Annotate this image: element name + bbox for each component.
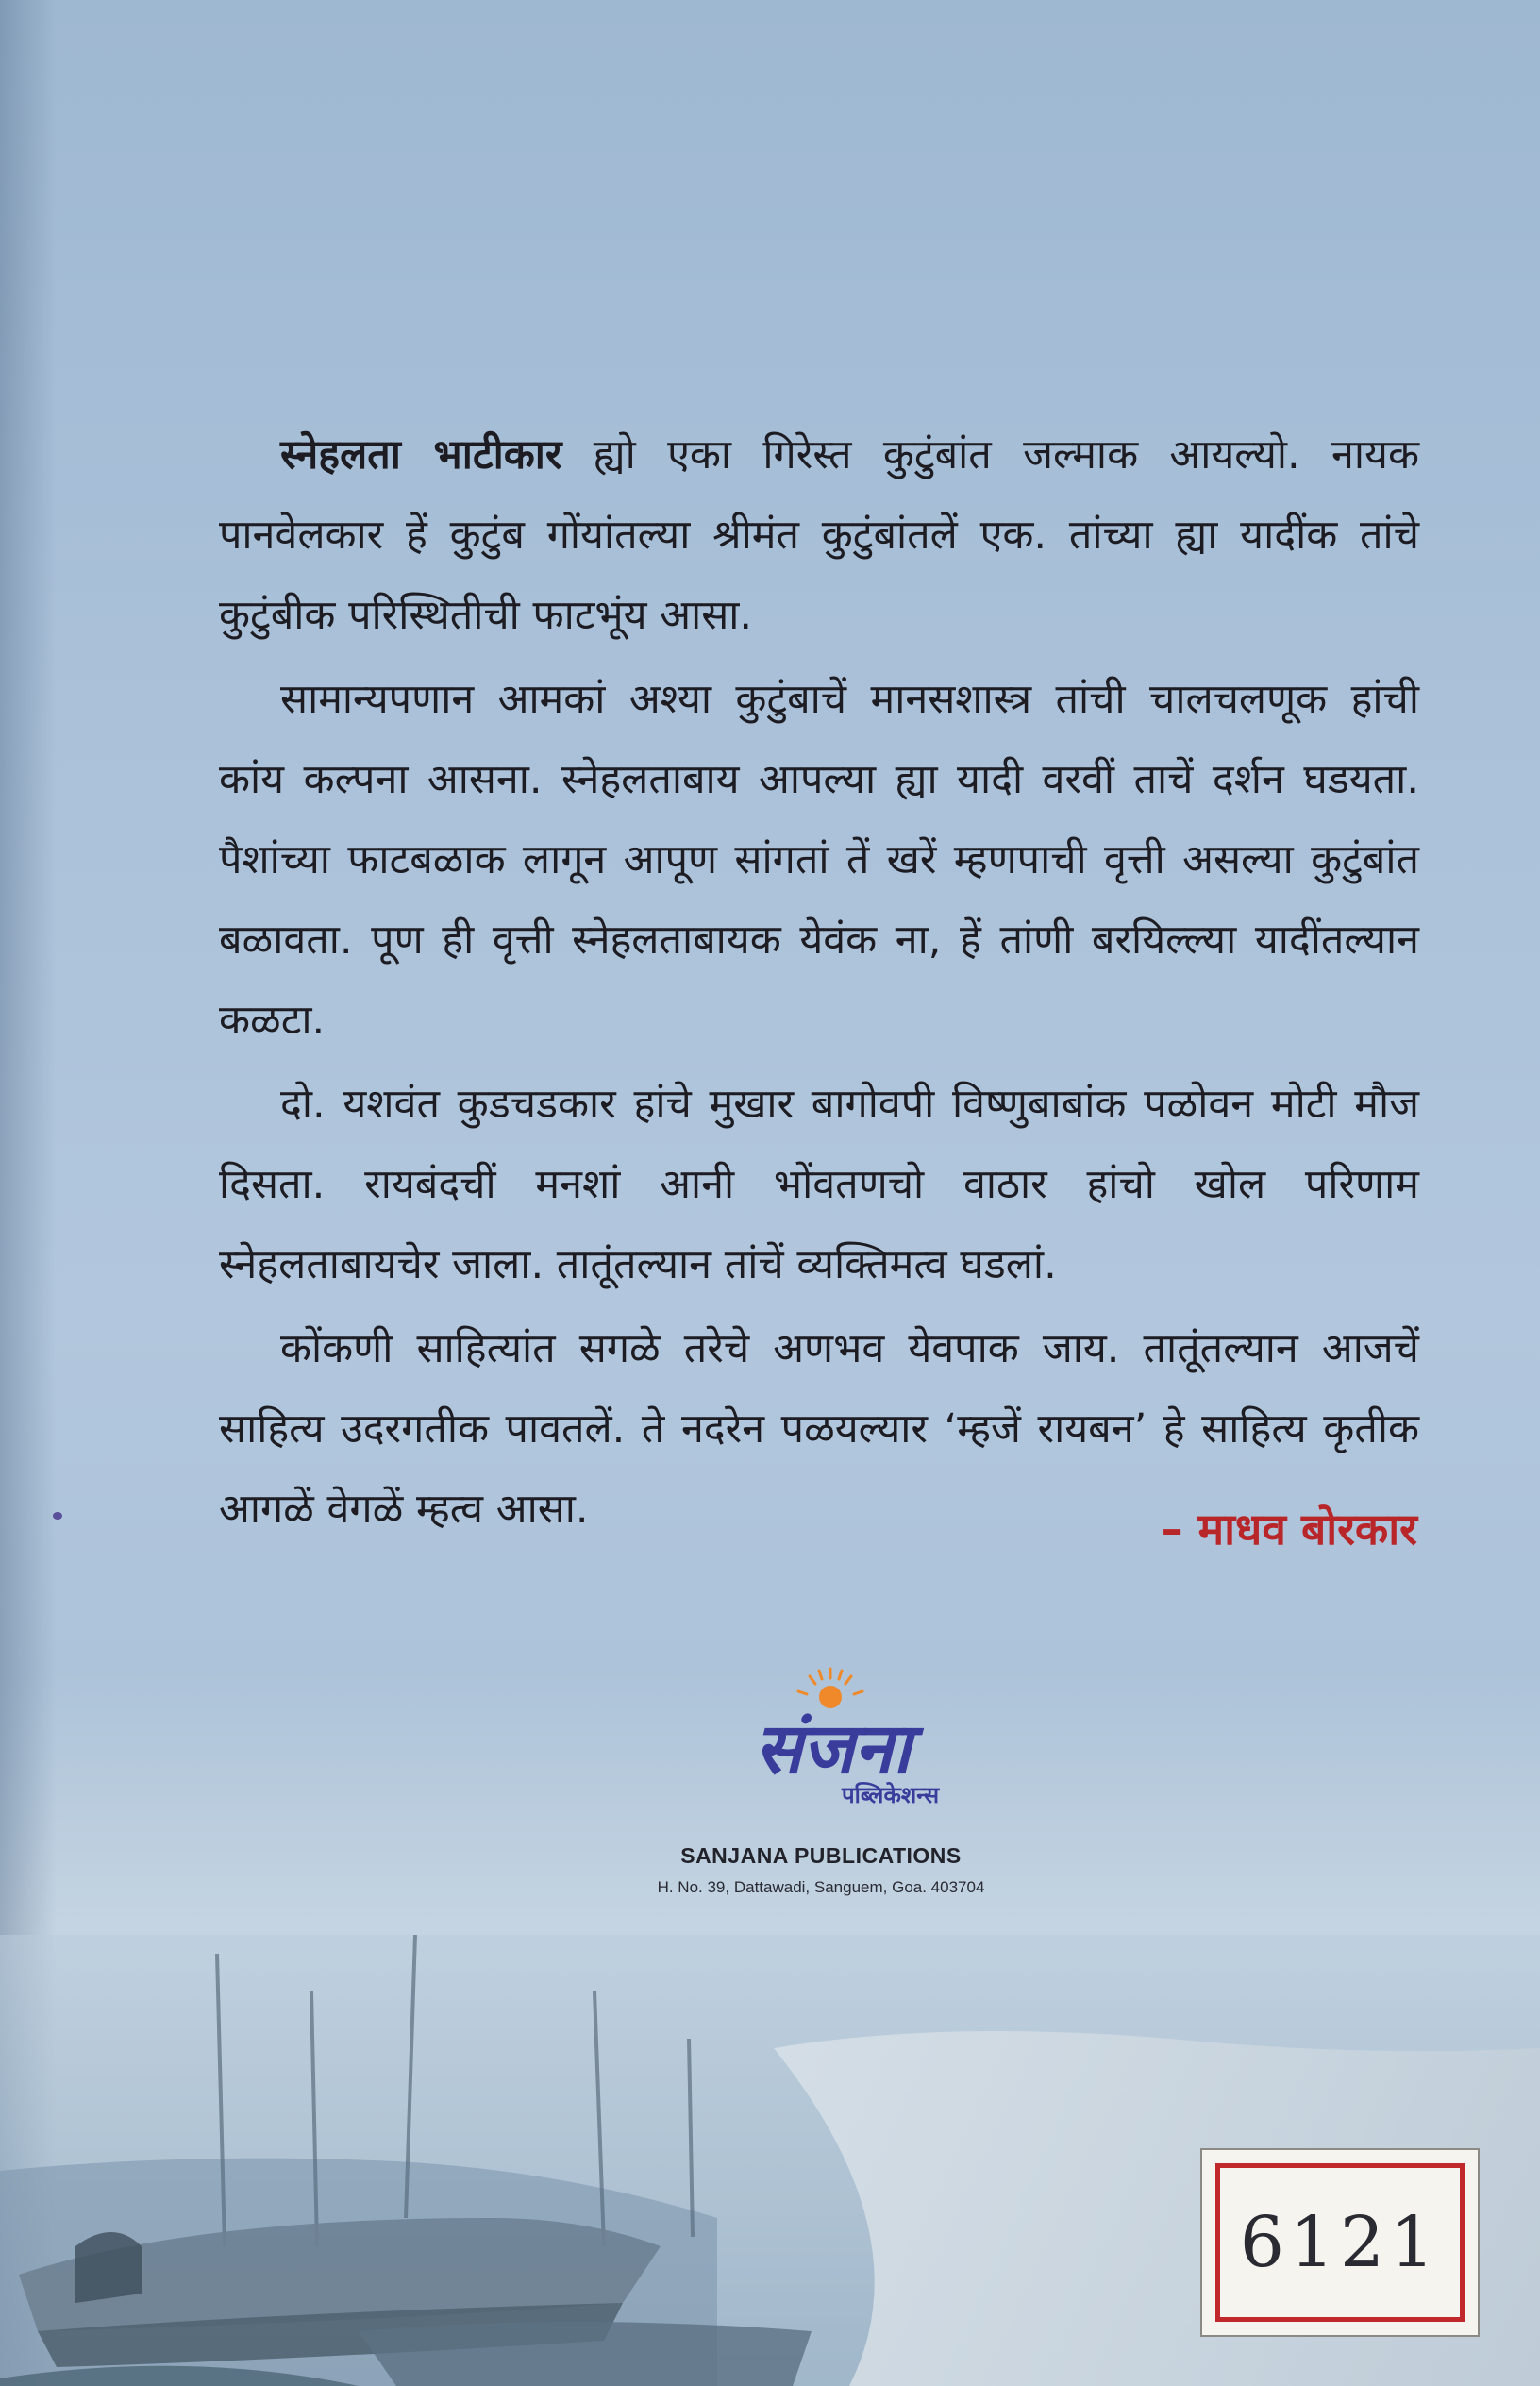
blurb-paragraph-4: कोंकणी साहित्यांत सगळे तरेचे अणभव येवपाक जाय. तातूंतल्यान आजचें साहित्य उदरगतीक पावतलें. ते नदरेन पळयल्यार ‘म्हजें रायबन’ हे साहित्य कृतीक आगळें वेगळें म्हत्व आसा. (219, 1325, 1419, 1533)
stamp-border (1215, 2163, 1465, 2322)
blurb-paragraph-1 (219, 415, 1419, 656)
blurb-paragraph-3: दो. यशवंत कुडचडकार हांचे मुखार बागोवपी विष्णुबाबांक पळोवन मोटी मौज दिसता. रायबंदचीं मनशां आनी भोंवतणचो वाठार हांचो खोल परिणाम स्नेहलताबायचेर जाला. तातूंतल्यान तांचें व्यक्तिमत्व घडलां. (219, 1081, 1419, 1288)
publisher-name: SANJANA PUBLICATIONS (680, 1843, 962, 1868)
blurb-paragraph-2: सामान्यपणान आमकां अश्या कुटुंबाचें मानसशास्त्र तांची चालचलणूक हांची कांय कल्पना आसना. स्नेहलताबाय आपल्या ह्या यादी वरवीं ताचें दर्शन घडयता. पैशांच्या फाटबळाक लागून आपूण सांगतां तें खरें म्हणपाची वृत्ती असल्या कुटुंबांत बळावता. पूण ही वृत्ती स्नेहलताबायक येवंक ना, हें तांणी बरयिल्ल्या यादींतल्यान कळटा. (219, 676, 1419, 1044)
reviewer-signature: – माधव बोरकार (1161, 1504, 1417, 1554)
logo-subtitle: पब्लिकेशन्स (842, 1782, 940, 1808)
blurb-text (219, 415, 1419, 1554)
accession-number: 6121 (1239, 2202, 1441, 2283)
blurb-paragraph-1-text: ह्यो एका गिरेस्त कुटुंबांत जल्माक आयल्यो. नायक पानवेलकार हें कुटुंब गोंयांतल्या श्रीमंत कुटुंबांतलें एक. तांच्या ह्या यादींक तांचे कुटुंबीक परिस्थितीची फाटभूंय आसा. (219, 431, 1419, 639)
publisher-address: H. No. 39, Dattawadi, Sanguem, Goa. 403704 (657, 1878, 985, 1896)
publisher-logo (661, 1661, 1000, 1831)
ink-speck (53, 1512, 62, 1520)
sun-icon (798, 1669, 862, 1708)
author-name: स्नेहलता भाटीकार (280, 431, 562, 479)
library-stamp (1200, 2148, 1480, 2337)
logo-wordmark: संजना (755, 1708, 912, 1790)
